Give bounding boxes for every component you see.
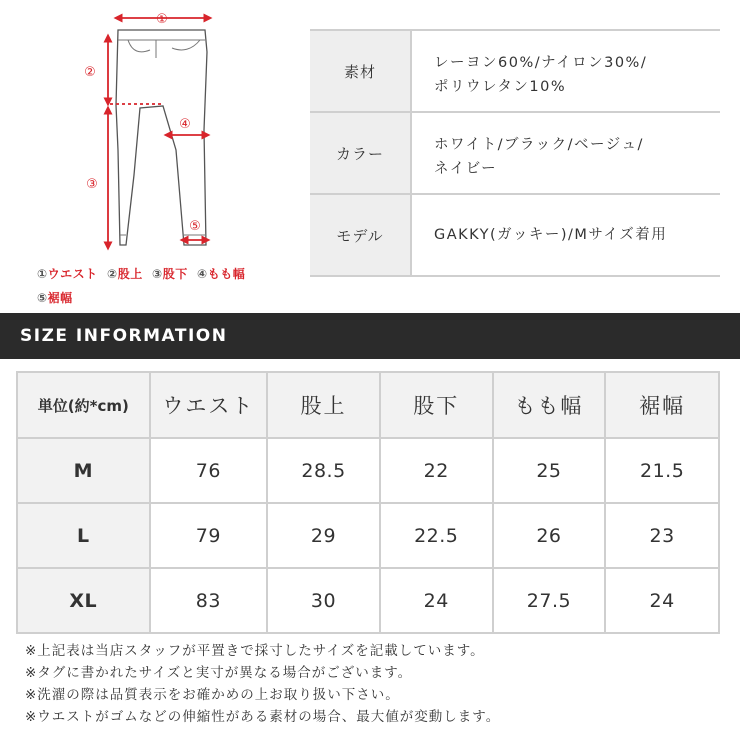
header-thigh: もも幅 [493,372,606,438]
legend-thigh: ④もも幅 [197,267,246,281]
table-cell: 24 [605,568,719,633]
marker-5: ⑤ [189,219,201,234]
spec-label: モデル [310,195,412,275]
spec-label: 素材 [310,31,412,111]
spec-row-color [310,113,720,195]
pants-measurement-diagram [0,0,300,310]
marker-3: ③ [86,177,98,192]
pants-outline [116,30,207,245]
table-cell: 23 [605,503,719,568]
size-label: M [17,438,150,503]
pants-illustration [0,0,300,260]
marker-2: ② [84,65,96,80]
legend-waist: ①ウエスト [37,267,98,281]
size-label: L [17,503,150,568]
table-cell: 83 [150,568,268,633]
header-unit: 単位(約*cm) [17,372,150,438]
legend-inseam: ③股下 [152,267,188,281]
table-row [17,438,719,503]
spec-table [310,29,720,275]
table-cell: 26 [493,503,606,568]
table-cell: 24 [380,568,493,633]
legend-hem: ⑤裾幅 [37,291,73,305]
note-line: ※洗濯の際は品質表示をお確かめの上お取り扱い下さい。 [25,687,400,703]
spec-value: レーヨン60%/ナイロン30%/ ポリウレタン10% [434,55,648,95]
size-table-header [17,372,719,438]
table-cell: 30 [267,568,380,633]
table-cell: 25 [493,438,606,503]
table-cell: 21.5 [605,438,719,503]
header-inseam: 股下 [380,372,493,438]
table-cell: 76 [150,438,268,503]
spec-label: カラー [310,113,412,193]
size-label: XL [17,568,150,633]
table-cell: 22 [380,438,493,503]
legend-rise: ②股上 [107,267,143,281]
header-rise: 股上 [267,372,380,438]
table-cell: 22.5 [380,503,493,568]
spec-value: GAKKY(ガッキー)/Mサイズ着用 [434,227,668,243]
table-cell: 29 [267,503,380,568]
note-line: ※ウエストがゴムなどの伸縮性がある素材の場合、最大値が変動します。 [25,709,501,725]
table-cell: 28.5 [267,438,380,503]
header-waist: ウエスト [150,372,268,438]
note-line: ※タグに書かれたサイズと実寸が異なる場合がございます。 [25,665,413,681]
spec-row-model [310,195,720,277]
spec-value: ホワイト/ブラック/ベージュ/ ネイビー [434,137,644,177]
note-line: ※上記表は当店スタッフが平置きで採寸したサイズを記載しています。 [25,643,485,659]
table-cell: 79 [150,503,268,568]
size-information-heading: SIZE INFORMATION [0,313,740,359]
table-cell: 27.5 [493,568,606,633]
header-hem: 裾幅 [605,372,719,438]
marker-4: ④ [179,117,191,132]
size-notes [25,640,725,728]
size-table [16,371,720,634]
spec-row-material [310,31,720,113]
table-row [17,568,719,633]
table-row [17,503,719,568]
measurement-legend [37,262,297,310]
marker-1: ① [156,12,168,27]
